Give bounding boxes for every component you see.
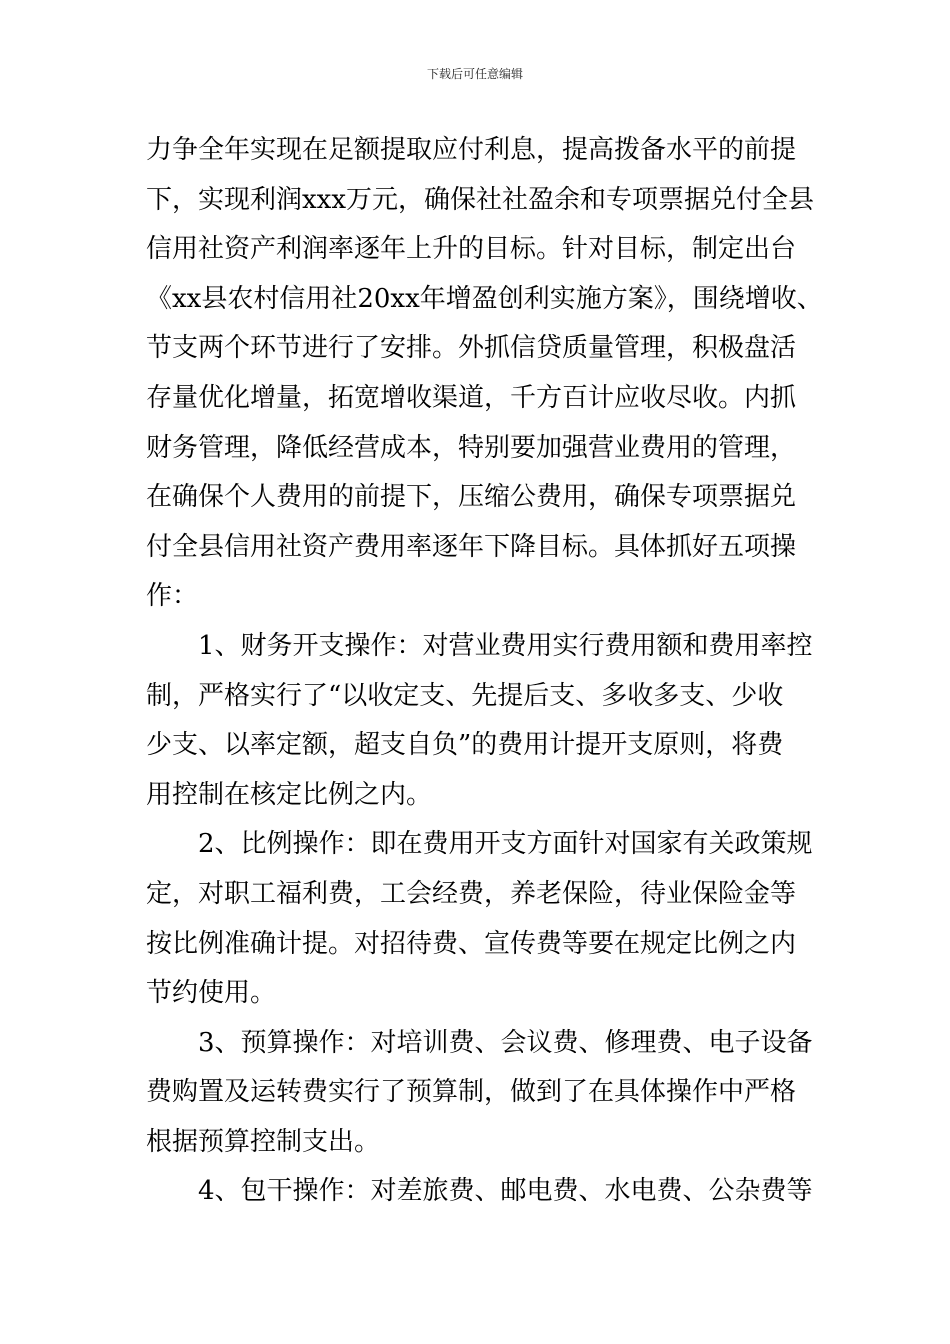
text-line: 用控制在核定比例之内。 — [146, 779, 433, 810]
text-line: 按比例准确计提。对招待费、宣传费等要在规定比例之内 — [146, 928, 797, 959]
text-line: 节支两个环节进行了安排。外抓信贷质量管理，积极盘活 — [146, 333, 797, 364]
paragraph-first-line: 2、比例操作：即在费用开支方面针对国家有关政策规 — [198, 829, 813, 860]
text-line: 作： — [146, 581, 199, 612]
text-line: 少支、以率定额，超支自负”的费用计提开支原则，将费 — [146, 730, 784, 761]
text-line: 根据预算控制支出。 — [146, 1126, 381, 1157]
document-body — [146, 130, 823, 1221]
text-line: 存量优化增量，拓宽增收渠道，千方百计应收尽收。内抓 — [146, 382, 797, 413]
paragraph-first-line: 3、预算操作：对培训费、会议费、修理费、电子设备 — [198, 1027, 813, 1058]
text-line: 《xx县农村信用社20xx年增盈创利实施方案》，围绕增收、 — [146, 283, 823, 314]
text-line: 下，实现利润xxx万元，确保社社盈余和专项票据兑付全县 — [146, 184, 814, 215]
page-header: 下载后可任意编辑 — [426, 67, 523, 81]
text-line: 在确保个人费用的前提下，压缩公费用，确保专项票据兑 — [146, 482, 797, 513]
text-line: 财务管理，降低经营成本，特别要加强营业费用的管理， — [146, 432, 797, 463]
text-line: 力争全年实现在足额提取应付利息，提高拨备水平的前提 — [146, 135, 797, 165]
text-line: 制，严格实行了“以收定支、先提后支、多收多支、少收 — [146, 680, 784, 711]
text-line: 信用社资产利润率逐年上升的目标。针对目标，制定出台 — [146, 234, 797, 265]
text-line: 定，对职工福利费，工会经费，养老保险，待业保险金等 — [146, 878, 797, 909]
paragraph-first-line: 1、财务开支操作：对营业费用实行费用额和费用率控 — [198, 630, 813, 661]
paragraph-first-line: 4、包干操作：对差旅费、邮电费、水电费、公杂费等 — [198, 1176, 813, 1207]
text-line: 费购置及运转费实行了预算制，做到了在具体操作中严格 — [146, 1077, 797, 1108]
text-line: 付全县信用社资产费用率逐年下降目标。具体抓好五项操 — [146, 531, 797, 562]
text-line: 节约使用。 — [146, 978, 277, 1009]
